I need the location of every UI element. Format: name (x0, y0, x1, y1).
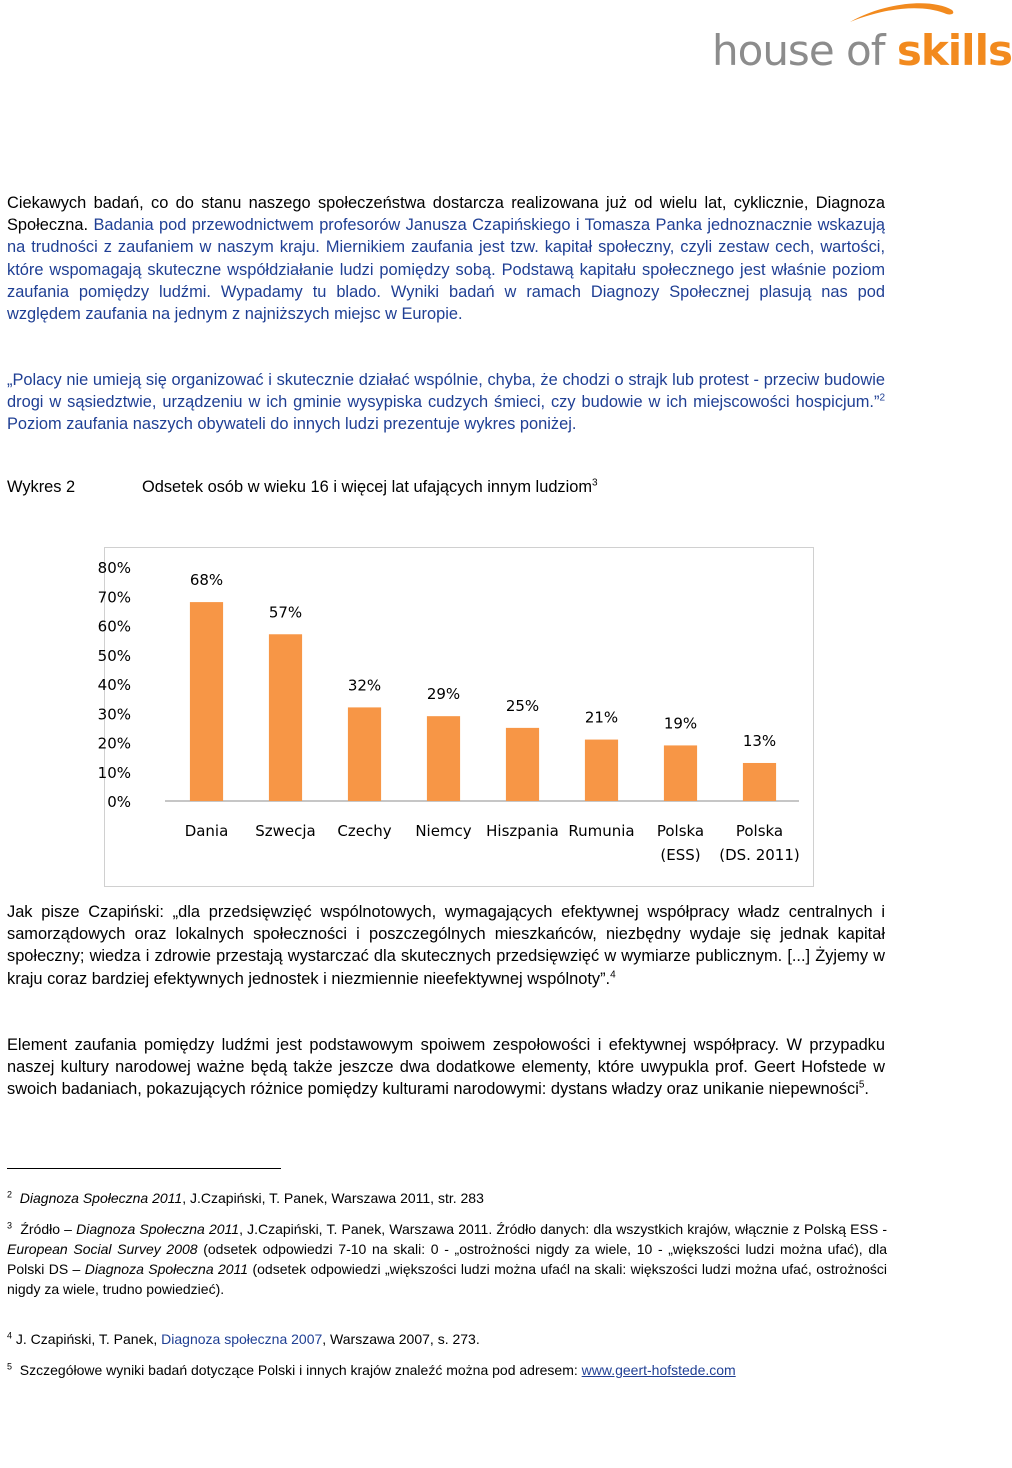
bar-value-label: 32% (347, 676, 382, 695)
x-category-label: Rumunia (568, 822, 635, 840)
quote-paragraph: „Polacy nie umieją się organizować i skutecznie działać wspólnie, chyba, że chodzi o strajk lub protest - przeciw budowie drogi w sąsiedztwie, urządzeniu w ich gminie wysypiska cudzych śmieci, czy budowie w ich miejscowości hospicjum.”$^2$ Poziom zaufania naszych obywateli do innych ludzi prezentuje wykres poniżej. (7, 371, 885, 434)
bar-value-label: 29% (426, 685, 461, 704)
bar (585, 740, 618, 801)
bar-chart-svg (97, 548, 813, 886)
bar (664, 745, 697, 801)
y-tick-label: 40% (97, 676, 131, 694)
x-category-label: Dania (184, 822, 229, 840)
logo-wordmark: house of skills (712, 26, 1012, 75)
y-tick-label: 70% (97, 588, 131, 607)
x-category-label: Czechy (337, 822, 392, 840)
y-tick-label: 20% (97, 734, 131, 753)
bar-value-label: 57% (268, 603, 303, 622)
bar-chart (97, 547, 814, 887)
chart-number: Wykres 2 (7, 478, 76, 496)
y-tick-label: 10% (97, 763, 131, 782)
x-category-label: (ESS) (660, 846, 701, 864)
bar-value-label: 68% (189, 571, 224, 590)
bar (427, 716, 460, 801)
y-tick-label: 50% (97, 646, 131, 665)
hofstede-link[interactable]: www.geert-hofstede.com (581, 1362, 736, 1378)
footnote-2: $^2$ Diagnoza Społeczna 2011, J.Czapiński, T. Panek, Warszawa 2011, str. 283 (7, 1189, 484, 1206)
x-category-label: Niemcy (415, 822, 472, 840)
chart-caption (7, 478, 598, 497)
x-category-label: Polska (735, 822, 784, 840)
footnote-3: $^3$ Źródło – Diagnoza Społeczna 2011, J.Czapiński, T. Panek, Warszawa 2011. Źródło danych: dla wszystkich krajów, włącznie z Polską ESS - European Social Survey 2008 (odsetek odpowiedzi 7-10 na skali: 0 - „ostrożności nigdy za wiele, 10 - „większości ludzi można ufać), dla Polski DS – Diagnoza Społeczna 2011 (odsetek odpowiedzi „większości ludzi można ufaćl na skali: większości ludzi można ufać, ostrożności nigdy za wiele, trudno powiedzieć). (7, 1220, 888, 1297)
x-category-label: (DS. 2011) (719, 846, 800, 864)
y-tick-label: 80% (97, 559, 131, 577)
bar (743, 763, 776, 801)
footnote-separator (7, 1168, 281, 1169)
bar (269, 634, 302, 801)
bar-value-label: 21% (584, 708, 619, 727)
footnote-4: $^4$ J. Czapiński, T. Panek, Diagnoza społeczna 2007, Warszawa 2007, s. 273. (7, 1330, 480, 1347)
y-tick-label: 30% (97, 705, 131, 724)
x-category-label: Hiszpania (486, 822, 559, 840)
bar (506, 728, 539, 801)
intro-paragraph: Ciekawych badań, co do stanu naszego społeczeństwa dostarcza realizowana już od wielu lat, cyklicznie, Diagnoza Społeczna. Badania pod przewodnictwem profesorów Janusza Czapińskiego i Tomasza Panka jednoznacznie wskazują na trudności z zaufaniem w naszym kraju. Miernikiem zaufania jest tzw. kapitał społeczny, czyli zestaw cech, wartości, które wspomagają skuteczne współdziałanie ludzi pomiędzy sobą. Podstawą kapitału społecznego jest właśnie poziom zaufania pomiędzy ludźmi. Wypadamy tu blado. Wyniki badań w ramach Diagnozy Społecznej plasują nas pod względem zaufania na jednym z najniższych miejsc w Europie. (7, 194, 885, 324)
footnote-5: $^5$ Szczegółowe wyniki badań dotyczące Polski i innych krajów znaleźć można pod adresem: www.geert-hofstede.com (7, 1361, 736, 1378)
bar (348, 707, 381, 801)
czapinski-quote-paragraph: Jak pisze Czapiński: „dla przedsięwzięć wspólnotowych, wymagających efektywnej współpracy władz centralnych i samorządowych oraz lokalnych społeczności i poszczególnych mieszkańców, niezbędny wydaje się jednak kapitał społeczny; wiedza i zdrowie przestają wystarczać dla skutecznych przedsięwzięć w wymiarze publicznym. [...] Żyjemy w kraju coraz bardziej efektywnych jednostek i niezmiennie nieefektywnej wspólnoty”.$^4$ (7, 903, 885, 988)
x-category-label: Polska (656, 822, 705, 840)
hofstede-paragraph: Element zaufania pomiędzy ludźmi jest podstawowym spoiwem zespołowości i efektywnej współpracy. W przypadku naszej kultury narodowej ważne będą także jeszcze dwa dodatkowe elementy, które uwypukla prof. Geert Hofstede w swoich badaniach, pokazujących różnice pomiędzy kulturami narodowymi: dystans władzy oraz unikanie niepewności$^5$. (7, 1036, 885, 1099)
bar-value-label: 13% (742, 731, 777, 750)
chart-title-footnote-ref: 3 (592, 477, 598, 489)
x-category-label: Szwecja (255, 822, 316, 840)
chart-title: Odsetek osób w wieku 16 i więcej lat ufających innym ludziom (142, 478, 593, 496)
house-of-skills-logo (700, 0, 1012, 90)
bar (190, 602, 223, 801)
bar-value-label: 25% (505, 696, 540, 715)
y-tick-label: 60% (97, 617, 131, 636)
y-tick-label: 0% (107, 793, 131, 811)
bar-value-label: 19% (663, 714, 698, 733)
